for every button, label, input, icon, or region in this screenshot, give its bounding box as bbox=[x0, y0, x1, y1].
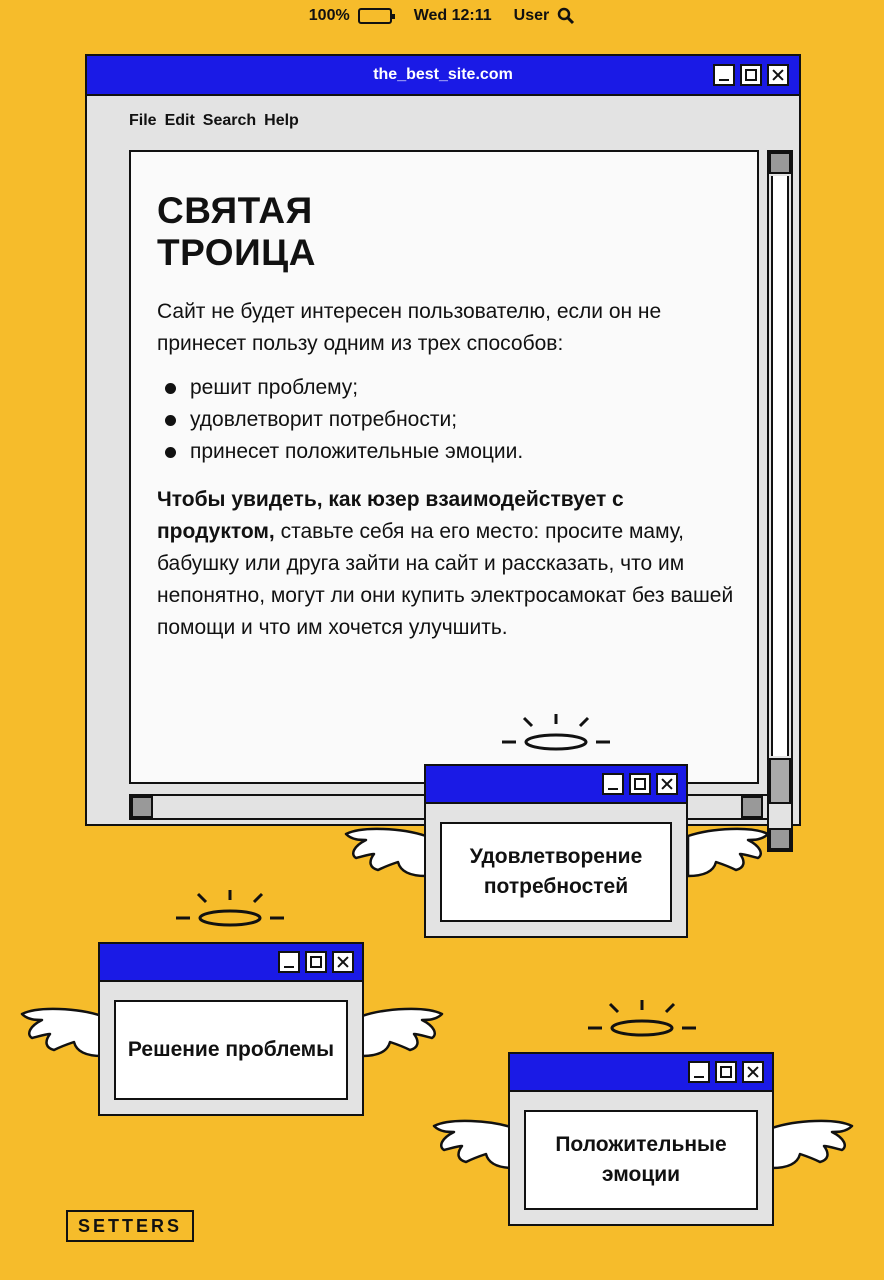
scroll-right-button[interactable] bbox=[741, 796, 763, 818]
left-wing-icon bbox=[430, 1118, 516, 1174]
scroll-up-button[interactable] bbox=[769, 152, 791, 174]
status-bar bbox=[0, 0, 884, 32]
emotions-window bbox=[508, 1052, 774, 1226]
tip-bold: Чтобы увидеть, как юзер взаимодействует с продуктом, bbox=[157, 488, 624, 543]
problem-window bbox=[98, 942, 364, 1116]
scroll-down-button[interactable] bbox=[769, 828, 791, 850]
battery-group bbox=[309, 7, 392, 25]
search-icon[interactable] bbox=[557, 7, 575, 25]
problem-label: Решение проблемы bbox=[114, 1000, 348, 1100]
user-label[interactable]: User bbox=[513, 7, 550, 24]
maximize-icon[interactable] bbox=[305, 951, 327, 973]
scroll-left-button[interactable] bbox=[131, 796, 153, 818]
menu-bar bbox=[87, 96, 799, 130]
problem-titlebar[interactable] bbox=[100, 944, 362, 982]
halo-icon bbox=[586, 998, 698, 1046]
maximize-icon[interactable] bbox=[629, 773, 651, 795]
list-item: решит проблему; bbox=[157, 372, 731, 404]
menu-help[interactable]: Help bbox=[264, 112, 299, 129]
content-pane bbox=[129, 150, 759, 784]
halo-icon bbox=[174, 888, 286, 936]
vertical-scrollbar[interactable] bbox=[767, 150, 793, 852]
menu-file[interactable]: File bbox=[129, 112, 157, 129]
needs-label: Удовлетворение потребностей bbox=[440, 822, 672, 922]
menu-edit[interactable]: Edit bbox=[164, 112, 195, 129]
menu-search[interactable]: Search bbox=[202, 112, 257, 129]
clock: Wed 12:11 bbox=[413, 7, 492, 24]
main-window bbox=[85, 54, 801, 826]
main-titlebar[interactable] bbox=[87, 56, 799, 96]
needs-window bbox=[424, 764, 688, 938]
window-title: the_best_site.com bbox=[373, 66, 513, 83]
left-wing-icon bbox=[342, 826, 428, 882]
maximize-icon[interactable] bbox=[740, 64, 762, 86]
maximize-icon[interactable] bbox=[715, 1061, 737, 1083]
battery-percent: 100% bbox=[308, 7, 350, 24]
scroll-track[interactable] bbox=[771, 176, 789, 756]
scroll-thumb[interactable] bbox=[769, 758, 791, 804]
close-icon[interactable] bbox=[742, 1061, 764, 1083]
brand-logo: SETTERS bbox=[66, 1210, 194, 1242]
halo-icon bbox=[500, 712, 612, 760]
tip-rest: ставьте себя на его место: просите маму, бабушку или друга зайти на сайт и рассказать, что им непонятно, могут ли они купить электросамокат без вашей помощи и что им хочется улучшить. bbox=[157, 520, 734, 639]
bullet-icon bbox=[165, 415, 176, 426]
minimize-icon[interactable] bbox=[713, 64, 735, 86]
intro-text: Сайт не будет интересен пользователю, если он не принесет пользу одним из трех способов: bbox=[157, 300, 662, 355]
minimize-icon[interactable] bbox=[688, 1061, 710, 1083]
close-icon[interactable] bbox=[656, 773, 678, 795]
battery-icon bbox=[358, 8, 392, 24]
right-wing-icon bbox=[770, 1118, 856, 1174]
minimize-icon[interactable] bbox=[278, 951, 300, 973]
needs-titlebar[interactable] bbox=[426, 766, 686, 804]
bullet-list bbox=[157, 372, 731, 468]
minimize-icon[interactable] bbox=[602, 773, 624, 795]
close-icon[interactable] bbox=[767, 64, 789, 86]
tip-paragraph bbox=[157, 484, 747, 644]
bullet-icon bbox=[165, 447, 176, 458]
right-wing-icon bbox=[686, 826, 772, 882]
left-wing-icon bbox=[18, 1006, 104, 1062]
emotions-titlebar[interactable] bbox=[510, 1054, 772, 1092]
list-item: принесет положительные эмоции. bbox=[157, 436, 731, 468]
user-group[interactable] bbox=[514, 7, 576, 25]
list-item: удовлетворит потребности; bbox=[157, 404, 731, 436]
close-icon[interactable] bbox=[332, 951, 354, 973]
emotions-label: Положительные эмоции bbox=[524, 1110, 758, 1210]
bullet-icon bbox=[165, 383, 176, 394]
page-title: СВЯТАЯ ТРОИЦА bbox=[157, 190, 316, 273]
right-wing-icon bbox=[360, 1006, 446, 1062]
